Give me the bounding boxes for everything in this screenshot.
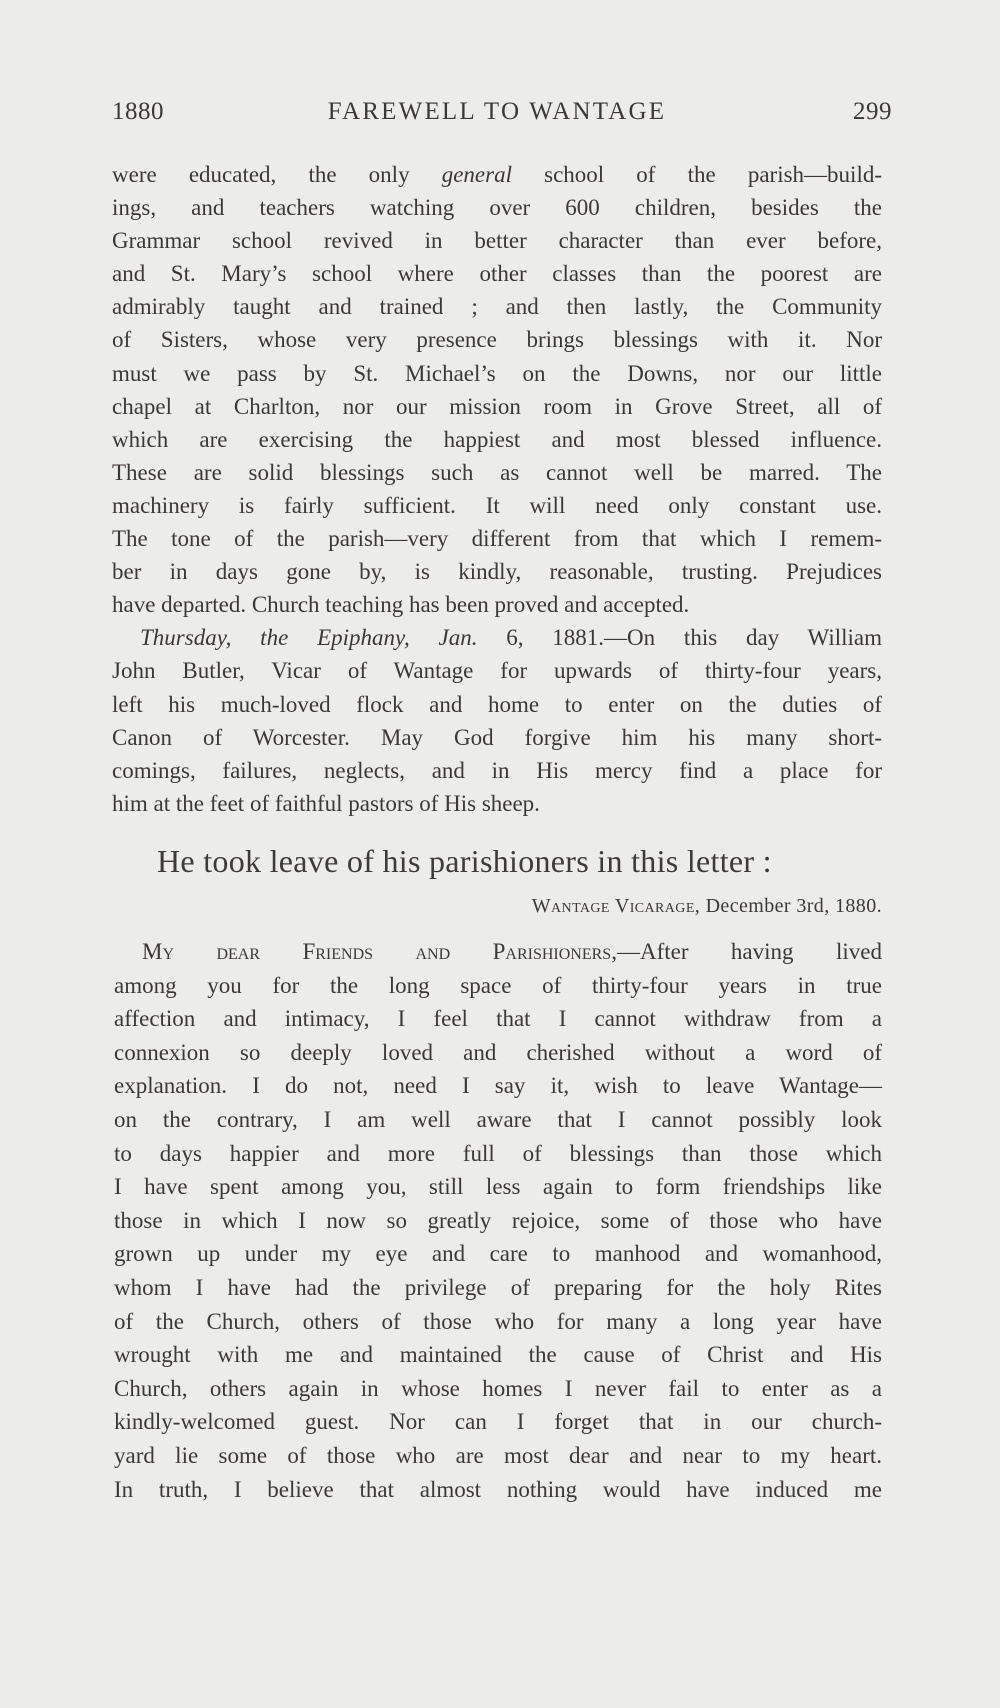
text-line: I have spent among you, still less again to form friendships like	[114, 1174, 882, 1200]
dateline-date: December 3rd, 1880.	[700, 895, 882, 917]
text-line: among you for the long space of thirty-four years in true	[114, 972, 882, 998]
text-line: connexion so deeply loved and cherished without a word of	[114, 1039, 882, 1065]
text-line: yard lie some of those who are most dear and near to my heart.	[114, 1442, 882, 1468]
text-line: of Sisters, whose very presence brings blessings with it. Nor	[112, 327, 882, 353]
text-line: grown up under my eye and care to manhood and womanhood,	[114, 1241, 882, 1267]
text-line: those in which I now so greatly rejoice, some of those who have	[114, 1207, 882, 1233]
text-line: ings, and teachers watching over 600 children, besides the	[112, 195, 882, 221]
page-number: 299	[853, 98, 892, 125]
text-line: him at the feet of faithful pastors of His sheep.	[112, 790, 540, 816]
text-line: The tone of the parish—very different from that which I remem-	[112, 526, 882, 552]
text-line: Thursday, the Epiphany, Jan. 6, 1881.—On this day William	[140, 625, 882, 651]
letter-salutation: My dear Friends and Parishioners,	[142, 939, 617, 964]
italic-date-lead: Thursday, the Epiphany, Jan.	[140, 625, 478, 651]
italic-emphasis: general	[441, 162, 512, 187]
paragraph-epiphany-entry	[112, 621, 882, 820]
text-line: must we pass by St. Michael’s on the Downs, nor our little	[112, 360, 882, 386]
text-line: comings, failures, neglects, and in His mercy find a place for	[112, 757, 882, 783]
text-line: of the Church, others of those who for many a long year have	[114, 1308, 882, 1334]
running-head	[112, 98, 892, 134]
text-line: wrought with me and maintained the cause of Christ and His	[114, 1342, 882, 1368]
text-line: on the contrary, I am well aware that I cannot possibly look	[114, 1106, 882, 1132]
text-line: Canon of Worcester. May God forgive him his many short-	[112, 724, 882, 750]
text-line: machinery is fairly sufficient. It will need only constant use.	[112, 492, 882, 518]
letter-dateline	[532, 895, 882, 918]
text-line: left his much-loved flock and home to enter on the duties of	[112, 691, 882, 717]
text-line: to days happier and more full of blessings than those which	[114, 1140, 882, 1166]
text-line: affection and intimacy, I feel that I cannot withdraw from a	[114, 1006, 882, 1032]
paragraph-parish-blessings	[112, 158, 882, 621]
text-line: Grammar school revived in better character than ever before,	[112, 228, 882, 254]
text-line: admirably taught and trained ; and then lastly, the Community	[112, 294, 882, 320]
text-line: Church, others again in whose homes I never fail to enter as a	[114, 1375, 882, 1401]
text-line: John Butler, Vicar of Wantage for upwards of thirty-four years,	[112, 658, 882, 684]
text-line: My dear Friends and Parishioners,—After having lived	[142, 939, 882, 964]
letter-paragraph	[114, 935, 882, 1506]
text-line: These are solid blessings such as cannot well be marred. The	[112, 459, 882, 485]
text-line: have departed. Church teaching has been proved and accepted.	[112, 592, 690, 618]
text-line: and St. Mary’s school where other classes than the poorest are	[112, 261, 882, 287]
text-line: which are exercising the happiest and most blessed influence.	[112, 426, 882, 452]
text-line: explanation. I do not, need I say it, wish to leave Wantage—	[114, 1073, 882, 1099]
text-line: In truth, I believe that almost nothing would have induced me	[114, 1476, 882, 1502]
text-line: chapel at Charlton, nor our mission room in Grove Street, all of	[112, 393, 882, 419]
text-line: kindly-welcomed guest. Nor can I forget that in our church-	[114, 1409, 882, 1435]
text-line: were educated, the only general school of the parish—build-	[112, 162, 882, 187]
letter-body	[114, 935, 882, 1506]
text-line: ber in days gone by, is kindly, reasonable, trusting. Prejudices	[112, 559, 882, 585]
text-line: whom I have had the privilege of preparing for the holy Rites	[114, 1274, 882, 1300]
dateline-place: Wantage Vicarage,	[531, 895, 701, 917]
running-head-title: FAREWELL TO WANTAGE	[327, 98, 667, 125]
letter-intro-heading: He took leave of his parishioners in this letter :	[157, 843, 772, 879]
body-text	[112, 158, 882, 820]
running-head-year: 1880	[112, 98, 164, 125]
